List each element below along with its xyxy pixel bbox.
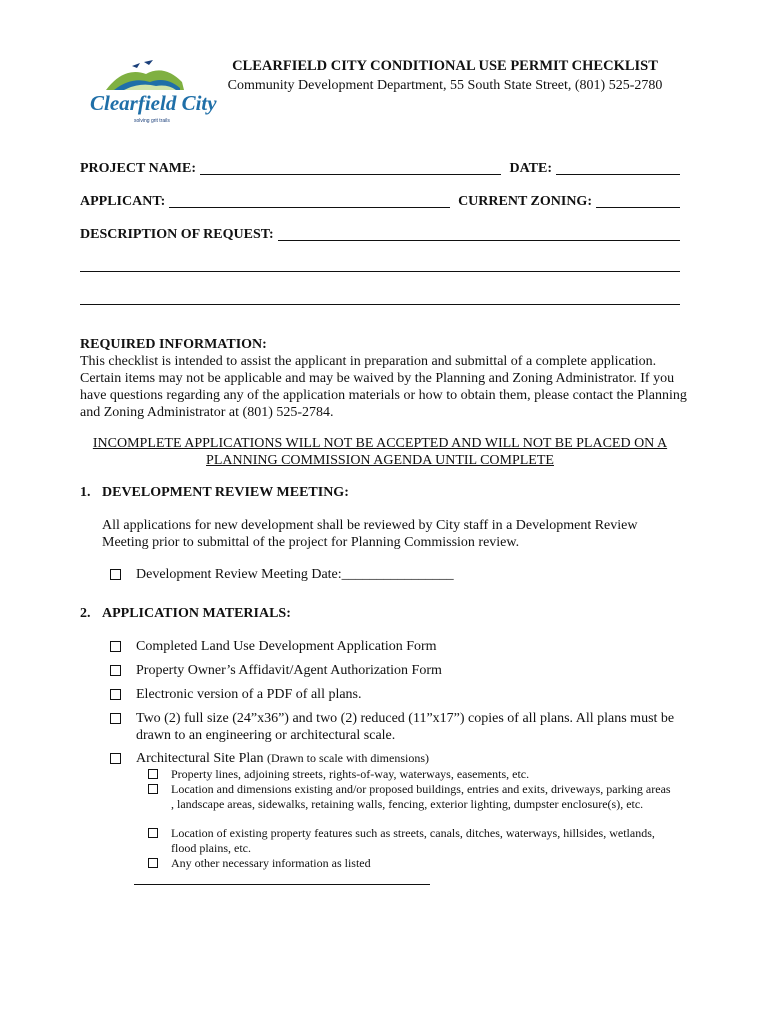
current-zoning-label: CURRENT ZONING: [458, 194, 592, 209]
checkbox[interactable] [110, 753, 121, 764]
sub-checklist-item [148, 856, 673, 871]
checklist-item-label: Completed Land Use Development Application Form [136, 639, 437, 654]
description-line-3[interactable] [80, 304, 680, 305]
site-plan-label: Architectural Site Plan [136, 751, 264, 766]
checkbox[interactable] [110, 713, 121, 724]
sub-checklist-item-label: Any other necessary information as listed [171, 856, 371, 870]
svg-text:Clearfield City: Clearfield City [90, 91, 217, 115]
section-1-text: All applications for new development shall be reviewed by City staff in a Development Review Meeting prior to submittal of the project for Planning Commission review. [102, 518, 638, 550]
project-name-field[interactable] [200, 160, 501, 175]
required-info-text: This checklist is intended to assist the applicant in preparation and submittal of a complete application. Certain items may not be applicable and may be waived by the Planning and Zoning Administrator. If you have questions regarding any of the application materials or how to obtain them, please contact the Planning and Zoning Administrator at (801) 525-2784. [80, 354, 687, 420]
document-title: CLEARFIELD CITY CONDITIONAL USE PERMIT CHECKLIST [232, 58, 658, 74]
project-name-label: PROJECT NAME: [80, 161, 197, 176]
checklist-item [110, 686, 680, 703]
checkbox[interactable] [110, 569, 121, 580]
sub-checklist-item [148, 767, 673, 782]
date-label: DATE: [509, 161, 552, 176]
checkbox[interactable] [148, 784, 158, 794]
checklist-item-label: Electronic version of a PDF of all plans. [136, 687, 362, 702]
sub-checklist-item-label: Property lines, adjoining streets, rights-of-way, waterways, easements, etc. [171, 767, 530, 781]
section-2-number: 2. [80, 606, 91, 621]
applicant-row [80, 192, 680, 210]
checkbox[interactable] [148, 828, 158, 838]
checklist-item [110, 710, 680, 744]
checkbox[interactable] [110, 665, 121, 676]
additional-info-line[interactable] [134, 884, 430, 885]
checklist-item-label: Property Owner’s Affidavit/Agent Authorization Form [136, 663, 442, 678]
sub-checklist-item [148, 826, 673, 856]
required-info-heading: REQUIRED INFORMATION: [80, 337, 267, 352]
checklist-item-label: Two (2) full size (24”x36”) and two (2) reduced (11”x17”) copies of all plans. All plans must be drawn to an engineering or architectural scale. [136, 711, 675, 743]
checkbox[interactable] [148, 769, 158, 779]
section-2-title: APPLICATION MATERIALS: [102, 606, 291, 621]
checkbox[interactable] [110, 641, 121, 652]
section-1-heading [80, 485, 349, 501]
current-zoning-field[interactable] [596, 193, 680, 208]
checklist-item-label: Development Review Meeting Date:________________ [136, 567, 454, 582]
description-line-2[interactable] [80, 271, 680, 272]
checklist-item-site-plan [110, 750, 680, 767]
clearfield-city-logo [84, 56, 217, 130]
sub-checklist-item-label: Location and dimensions existing and/or proposed buildings, entries and exits, driveways, parking areas , landscape areas, sidewalks, retaining walls, fencing, exterior lighting, dumpster enclosure(s), etc. [171, 782, 671, 811]
section-1-number: 1. [80, 485, 91, 500]
applicant-field[interactable] [169, 193, 450, 208]
checklist-item [110, 566, 680, 583]
description-field[interactable] [278, 226, 680, 241]
description-row [80, 225, 680, 243]
sub-checklist-item [148, 782, 673, 812]
section-2-heading [80, 606, 291, 622]
document-subtitle: Community Development Department, 55 South State Street, (801) 525-2780 [227, 78, 663, 93]
checkbox[interactable] [148, 858, 158, 868]
incomplete-warning: INCOMPLETE APPLICATIONS WILL NOT BE ACCEPTED AND WILL NOT BE PLACED ON A PLANNING COMMISSION AGENDA UNTIL COMPLETE [92, 436, 668, 468]
section-1-title: DEVELOPMENT REVIEW MEETING: [102, 485, 349, 500]
checklist-item [110, 638, 680, 655]
sub-checklist-item-label: Location of existing property features such as streets, canals, ditches, waterways, hillsides, wetlands, flood plains, etc. [171, 826, 655, 855]
site-plan-note: (Drawn to scale with dimensions) [267, 751, 429, 765]
svg-text:solving grit trails: solving grit trails [134, 118, 170, 124]
description-label: DESCRIPTION OF REQUEST: [80, 227, 274, 242]
checklist-item-label [136, 750, 429, 767]
project-name-row [80, 159, 680, 177]
date-field[interactable] [556, 160, 680, 175]
checklist-item [110, 662, 680, 679]
applicant-label: APPLICANT: [80, 194, 166, 209]
checkbox[interactable] [110, 689, 121, 700]
